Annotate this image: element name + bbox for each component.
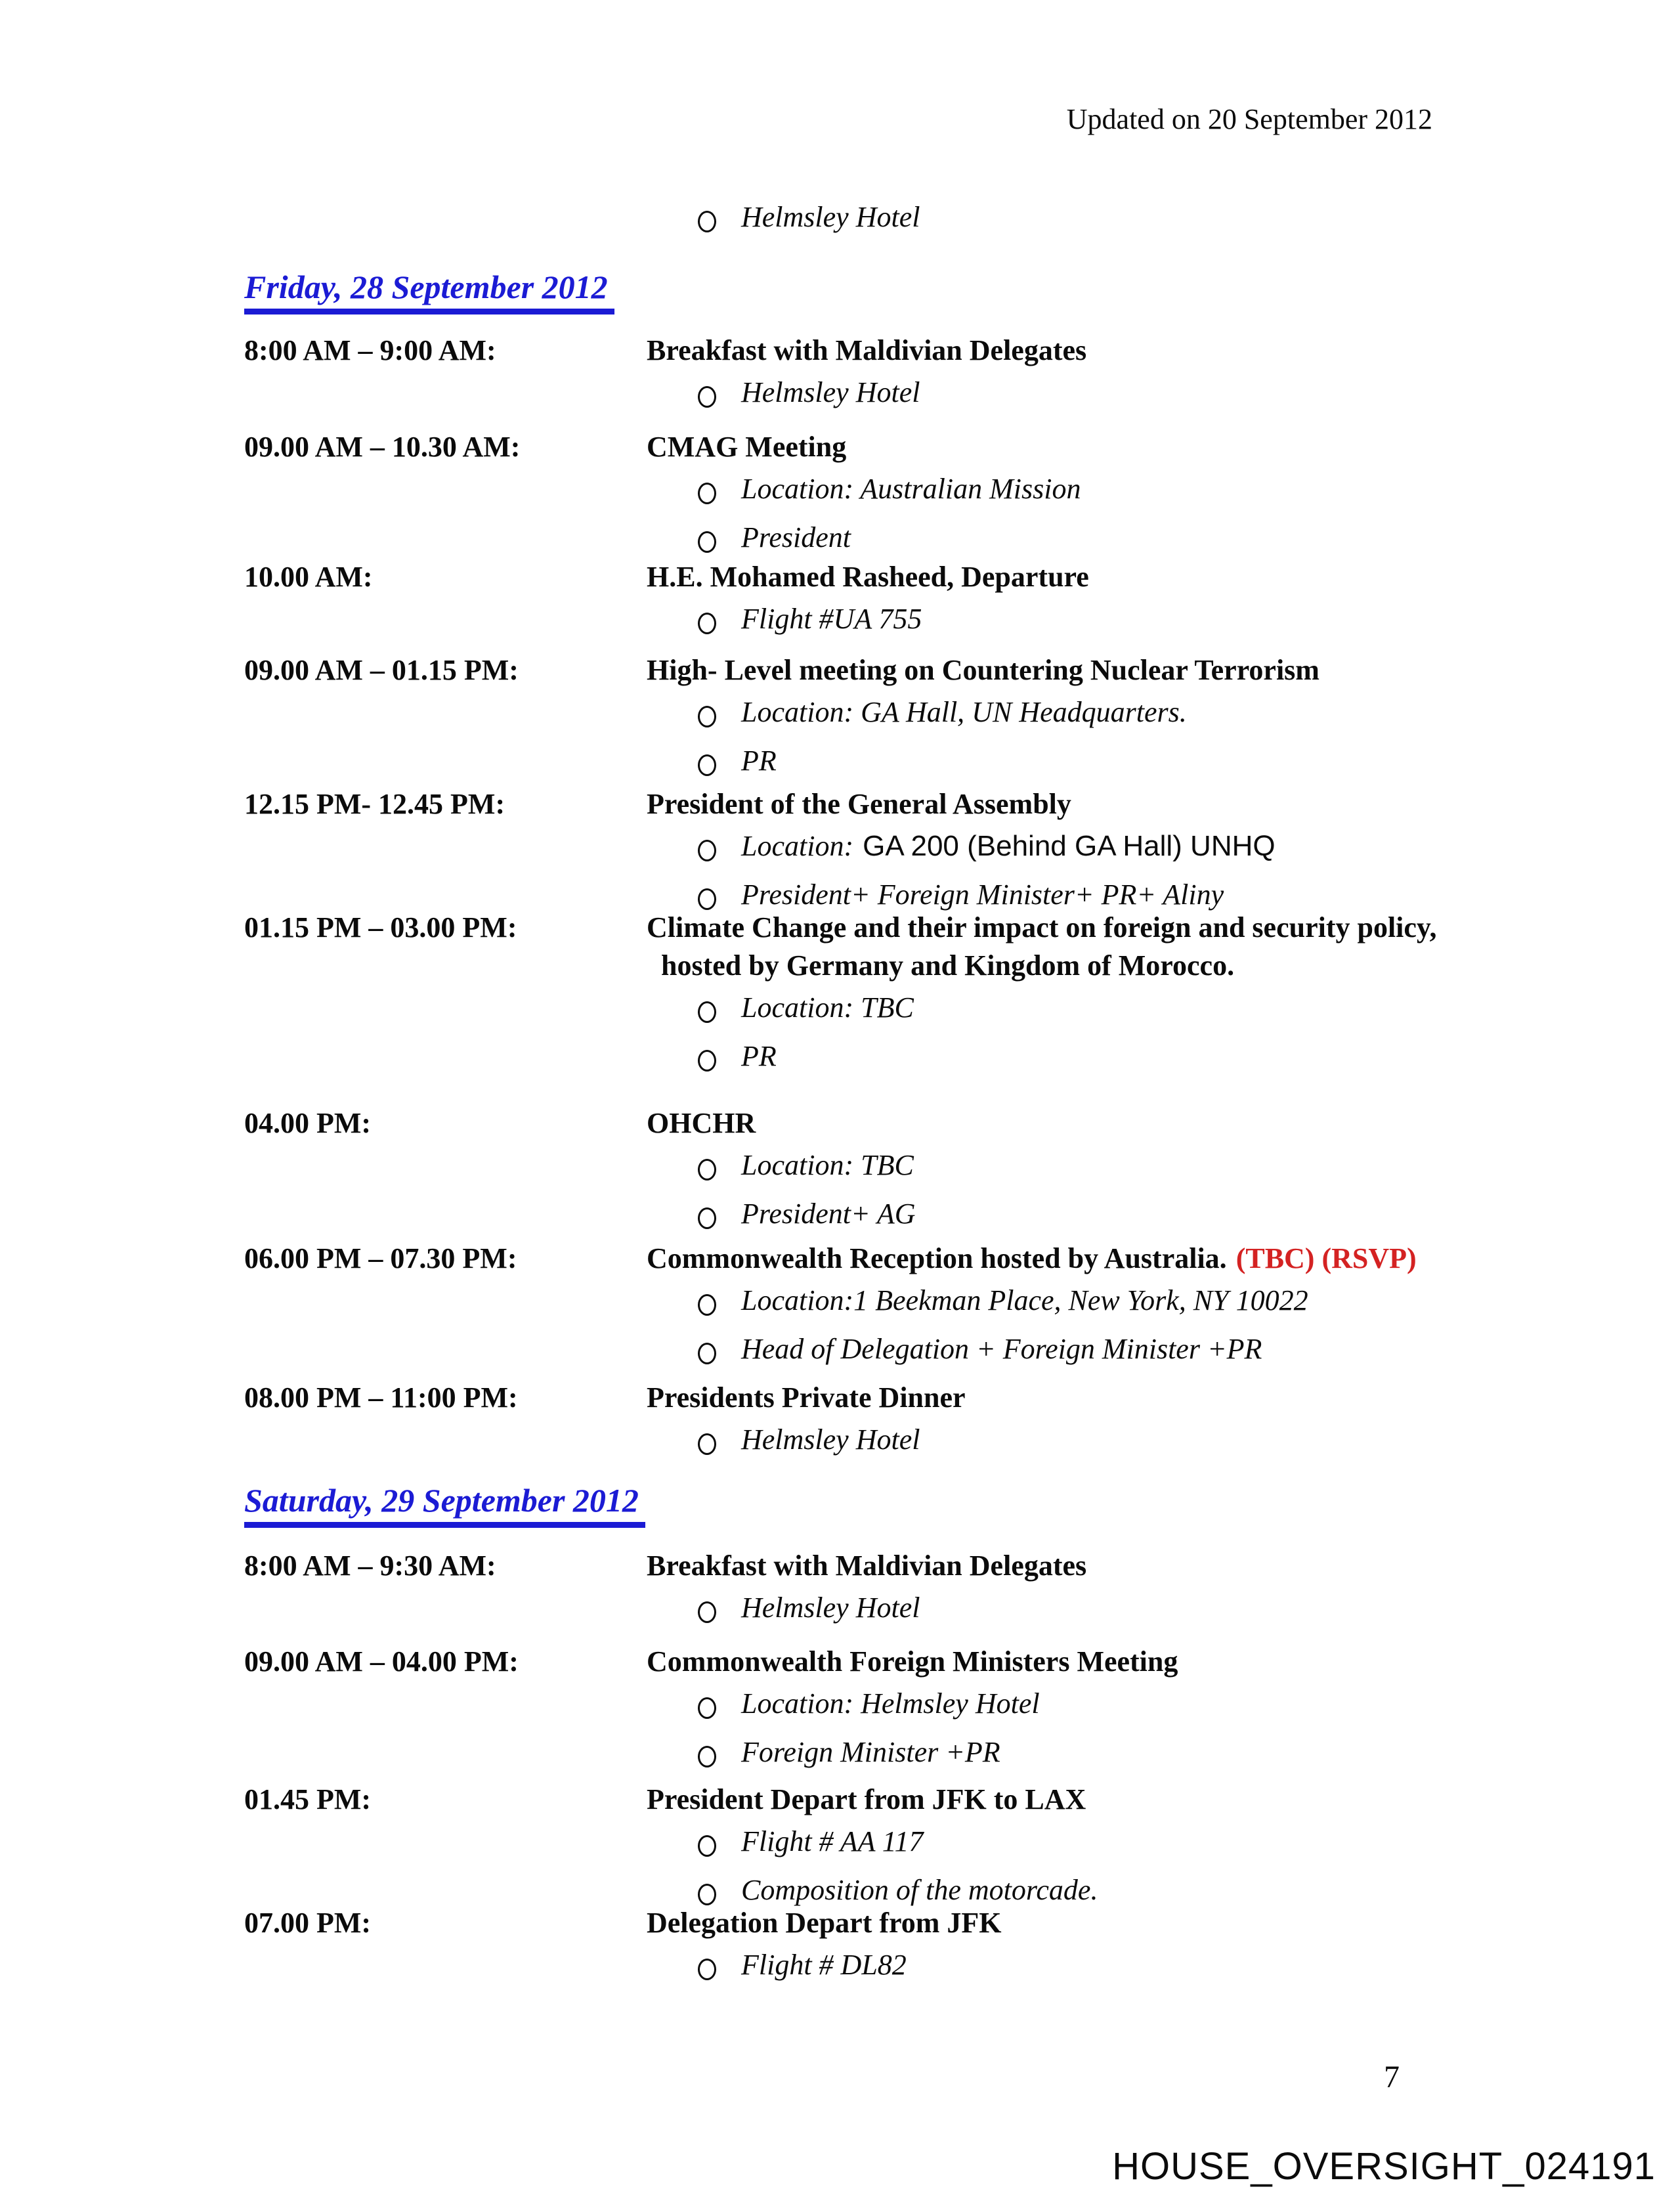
bullet-row: [647, 374, 1599, 418]
item-time: 09.00 AM – 04.00 PM:: [244, 1645, 519, 1678]
item-time: 08.00 PM – 11:00 PM:: [244, 1381, 518, 1414]
item-title: [647, 1643, 1599, 1681]
schedule-item: [244, 909, 1599, 1082]
item-title-text: Commonwealth Foreign Ministers Meeting: [647, 1645, 1178, 1678]
schedule-item: [244, 1104, 1599, 1240]
item-title: [647, 909, 1599, 947]
item-title: [647, 651, 1599, 689]
bullet-row: [647, 1421, 1599, 1465]
circle-bullet-icon: [698, 1746, 716, 1767]
bullet-text: Flight #UA 755: [741, 603, 922, 635]
item-content: [647, 1781, 1599, 1916]
bullet-text: Location:1 Beekman Place, New York, NY 10022: [741, 1284, 1308, 1316]
item-content: [647, 1547, 1599, 1634]
item-title-text: President of the General Assembly: [647, 788, 1071, 820]
item-time: 06.00 PM – 07.30 PM:: [244, 1242, 517, 1274]
bullet-row: [647, 1733, 1599, 1778]
item-title-text: Delegation Depart from JFK: [647, 1907, 1002, 1939]
bullet-row: [647, 742, 1599, 787]
bullet-text: Helmsley Hotel: [741, 1423, 920, 1456]
bullet-text: Flight # DL82: [741, 1949, 907, 1981]
item-content: [647, 785, 1599, 921]
updated-date: Updated on 20 September 2012: [1066, 103, 1432, 135]
bullet-row: [647, 519, 1599, 563]
bullet-row: [647, 1589, 1599, 1634]
item-content: [647, 1904, 1599, 1991]
bullet-text: Location: TBC: [741, 991, 914, 1024]
item-content: [647, 1240, 1599, 1375]
item-content: [647, 332, 1599, 418]
item-title: [647, 1240, 1599, 1278]
item-title: [647, 1547, 1599, 1585]
bullet-text: Foreign Minister +PR: [741, 1736, 1000, 1768]
circle-bullet-icon: [698, 1050, 716, 1072]
item-time: 01.15 PM – 03.00 PM:: [244, 911, 517, 943]
day-heading-text: Friday, 28 September 2012: [244, 268, 614, 314]
bullet-text: Location:: [741, 830, 854, 862]
schedule-item: [244, 1240, 1599, 1375]
item-title-alert: (TBC) (RSVP): [1235, 1242, 1417, 1274]
bullet-row: [647, 1330, 1599, 1375]
bullet-text: Composition of the motorcade.: [741, 1874, 1098, 1906]
item-time: 04.00 PM:: [244, 1107, 372, 1139]
bullet-row: [647, 600, 1599, 645]
bullet-text: Flight # AA 117: [741, 1825, 924, 1857]
bullet-text: Location: Australian Mission: [741, 473, 1081, 505]
bullet-text-sans: GA 200 (Behind GA Hall) UNHQ: [863, 830, 1276, 862]
item-title: [647, 1104, 1599, 1142]
bullet-text: President+ AG: [741, 1198, 916, 1230]
schedule-item: [244, 1781, 1599, 1916]
day-heading-text: Saturday, 29 September 2012: [244, 1481, 645, 1528]
bullet-text: Location: TBC: [741, 1149, 914, 1181]
item-title-text: Breakfast with Maldivian Delegates: [647, 1550, 1087, 1582]
bullet-row: [647, 1282, 1599, 1326]
doc-id-footer: HOUSE_OVERSIGHT_024191: [1112, 2145, 1656, 2188]
bullet-text: Location: GA Hall, UN Headquarters.: [741, 696, 1187, 728]
bullet-text: PR: [741, 745, 777, 777]
item-time: 07.00 PM:: [244, 1907, 372, 1939]
item-title-line2: hosted by Germany and Kingdom of Morocco.: [661, 949, 1235, 982]
item-title-text: OHCHR: [647, 1107, 756, 1139]
bullet-row: [647, 989, 1599, 1033]
circle-bullet-icon: [698, 840, 716, 861]
circle-bullet-icon: [698, 531, 716, 553]
item-title: [647, 332, 1599, 370]
item-time: 8:00 AM – 9:30 AM:: [244, 1550, 496, 1582]
item-title: [647, 558, 1599, 596]
schedule-item: [244, 785, 1599, 921]
bullet-text: President: [741, 521, 851, 553]
item-title-text: Breakfast with Maldivian Delegates: [647, 334, 1087, 366]
item-content: [647, 558, 1599, 645]
item-content: [647, 1379, 1599, 1465]
item-title: [647, 1379, 1599, 1417]
circle-bullet-icon: [698, 1207, 716, 1229]
item-time: 09.00 AM – 10.30 AM:: [244, 431, 521, 463]
item-title-text: Presidents Private Dinner: [647, 1381, 966, 1414]
circle-bullet-icon: [698, 1433, 716, 1455]
item-time: 12.15 PM- 12.45 PM:: [244, 788, 505, 820]
continuation-bullet-row: [647, 198, 920, 243]
item-title: [647, 785, 1599, 823]
circle-bullet-icon: [698, 706, 716, 727]
schedule-item: [244, 558, 1599, 645]
circle-bullet-icon: [698, 754, 716, 776]
circle-bullet-icon: [698, 483, 716, 504]
bullet-text: Location: Helmsley Hotel: [741, 1687, 1040, 1720]
circle-bullet-icon: [698, 1294, 716, 1316]
item-content: [647, 428, 1599, 563]
item-content: [647, 651, 1599, 787]
item-time: 10.00 AM:: [244, 561, 373, 593]
page-number: 7: [1384, 2060, 1400, 2094]
bullet-text: Helmsley Hotel: [741, 376, 920, 408]
bullet-row: [647, 693, 1599, 738]
item-content: [647, 1104, 1599, 1240]
item-content: [647, 1643, 1599, 1778]
circle-bullet-icon: [698, 211, 716, 232]
schedule-item: [244, 428, 1599, 563]
bullet-row: [647, 827, 1599, 872]
circle-bullet-icon: [698, 1159, 716, 1181]
schedule-item: [244, 1379, 1599, 1465]
bullet-row: [647, 1195, 1599, 1240]
circle-bullet-icon: [698, 1697, 716, 1719]
bullet-text: Head of Delegation + Foreign Minister +PR: [741, 1333, 1262, 1365]
item-title-text: Commonwealth Reception hosted by Australia.: [647, 1242, 1227, 1274]
bullet-text: Helmsley Hotel: [741, 201, 920, 233]
bullet-row: [647, 1146, 1599, 1191]
circle-bullet-icon: [698, 1959, 716, 1980]
item-title-text: Climate Change and their impact on foreign and security policy,: [647, 911, 1437, 943]
item-title: [647, 428, 1599, 466]
schedule-item: [244, 332, 1599, 418]
bullet-row: [647, 1685, 1599, 1729]
schedule-item: [244, 1643, 1599, 1778]
item-time: 01.45 PM:: [244, 1783, 372, 1815]
circle-bullet-icon: [698, 613, 716, 634]
schedule-item: [244, 651, 1599, 787]
item-title-text: H.E. Mohamed Rasheed, Departure: [647, 561, 1089, 593]
day-heading-friday: [244, 268, 614, 314]
bullet-text: President+ Foreign Minister+ PR+ Aliny: [741, 878, 1224, 911]
schedule-item: [244, 1904, 1599, 1991]
circle-bullet-icon: [698, 1343, 716, 1364]
bullet-row: [647, 1037, 1599, 1082]
item-title: [647, 1781, 1599, 1819]
circle-bullet-icon: [698, 888, 716, 910]
item-time: 09.00 AM – 01.15 PM:: [244, 654, 519, 686]
circle-bullet-icon: [698, 386, 716, 408]
bullet-row: [647, 1946, 1599, 1991]
item-title-text: High- Level meeting on Countering Nuclear Terrorism: [647, 654, 1320, 686]
bullet-text: PR: [741, 1040, 777, 1072]
bullet-row: [647, 1823, 1599, 1867]
item-time: 8:00 AM – 9:00 AM:: [244, 334, 496, 366]
bullet-text: Helmsley Hotel: [741, 1592, 920, 1624]
item-title-text: President Depart from JFK to LAX: [647, 1783, 1086, 1815]
item-title: [647, 1904, 1599, 1942]
item-title-text: CMAG Meeting: [647, 431, 847, 463]
circle-bullet-icon: [698, 1884, 716, 1905]
item-content: [647, 909, 1599, 1082]
day-heading-saturday: [244, 1481, 645, 1528]
schedule-item: [244, 1547, 1599, 1634]
circle-bullet-icon: [698, 1001, 716, 1023]
circle-bullet-icon: [698, 1601, 716, 1623]
circle-bullet-icon: [698, 1835, 716, 1857]
bullet-row: [647, 470, 1599, 515]
